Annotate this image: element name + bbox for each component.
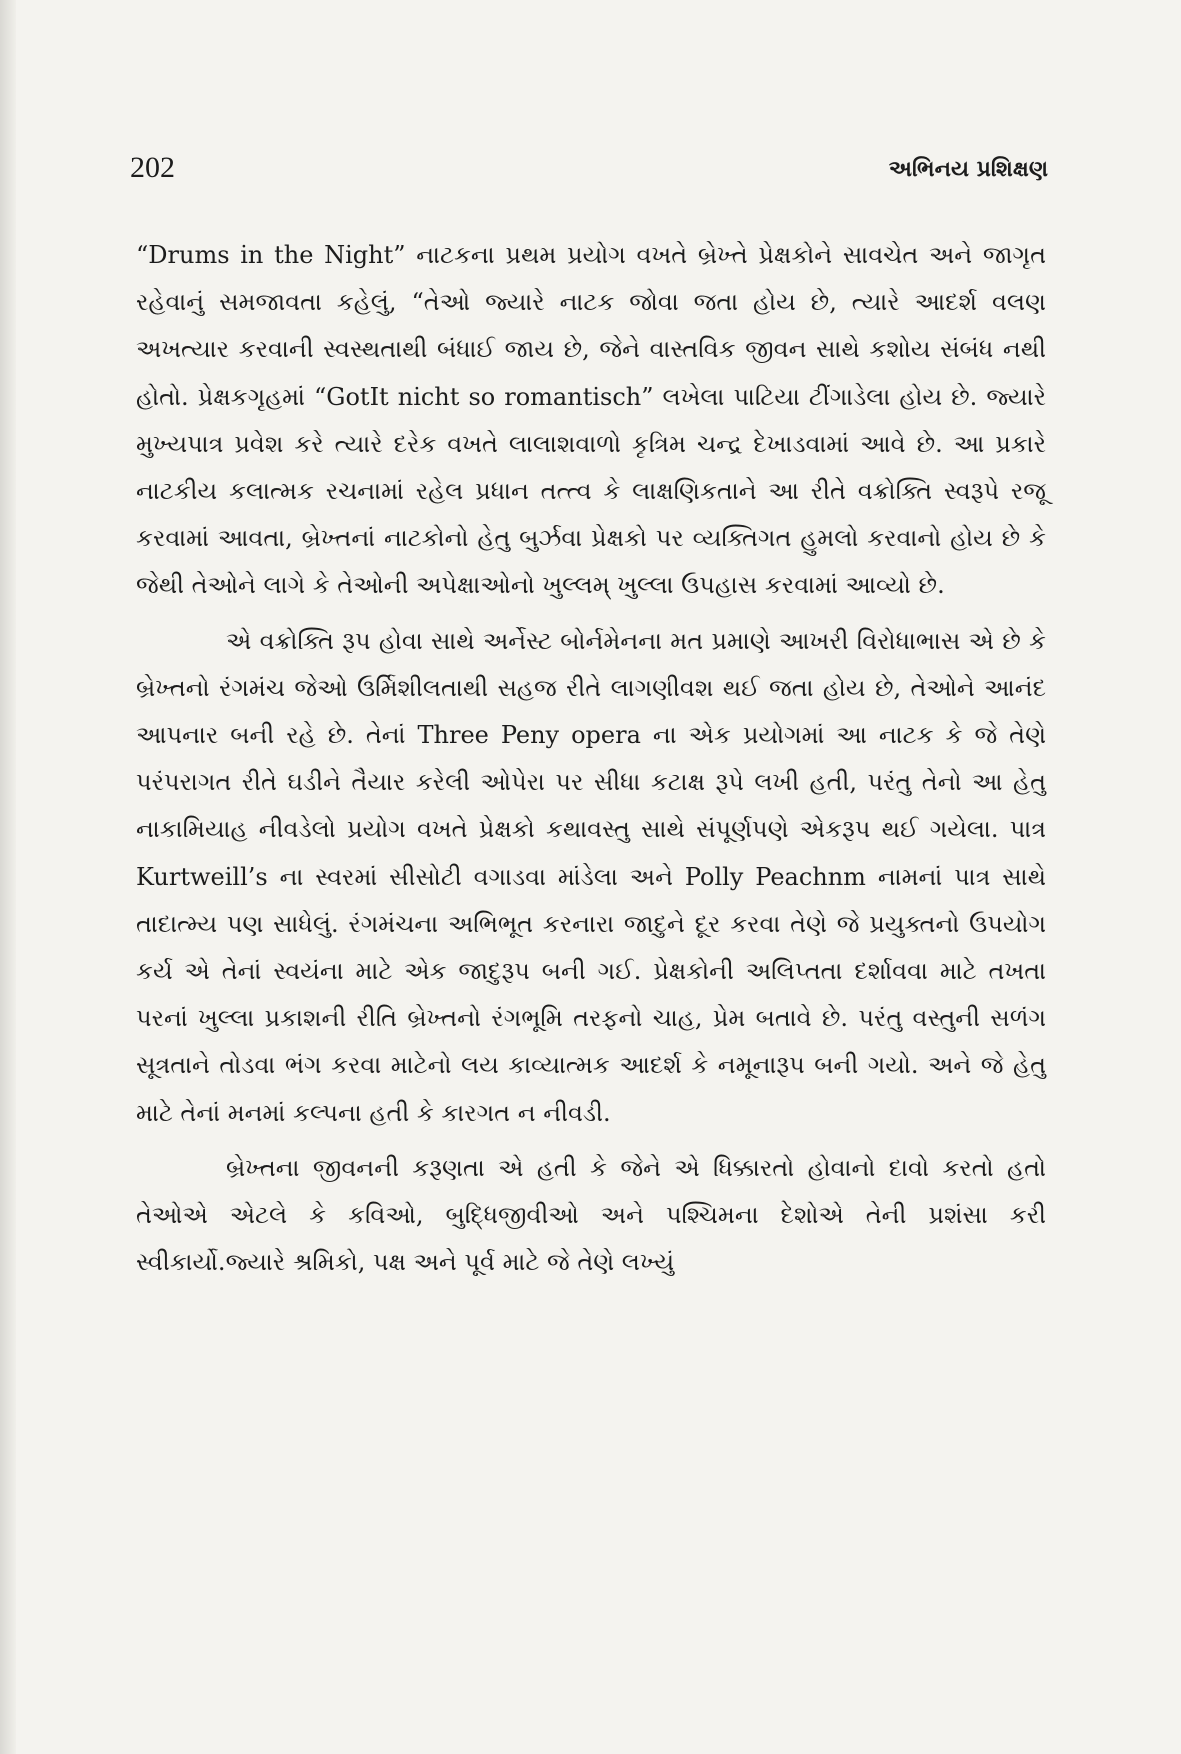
running-head-title: અભિનય પ્રશિક્ષણ [888, 156, 1048, 182]
paragraph-2: એ વક્રોક્તિ રૂપ હોવા સાથે અર્નેસ્ટ બોર્નમેનના મત પ્રમાણે આખરી વિરોધાભાસ એ છે કે બ્રેખ્તનો રંગમંચ જેઓ ઉર્મિશીલતાથી સહજ રીતે લાગણીવશ થઈ જતા હોય છે, તેઓને આનંદ આપનાર બની રહે છે. તેનાં Three Peny opera ના એક પ્રયોગમાં આ નાટક કે જે તેણે પરંપરાગત રીતે ઘડીને તૈયાર કરેલી ઓપેરા પર સીધા કટાક્ષ રૂપે લખી હતી, પરંતુ તેનો આ હેતુ નાકામિયાહ નીવડેલો પ્રયોગ વખતે પ્રેક્ષકો કથાવસ્તુ સાથે સંપૂર્ણપણે એકરૂપ થઈ ગયેલા. પાત્ર Kurtweill’s ના સ્વરમાં સીસોટી વગાડવા માંડેલા અને Polly Peachnm નામનાં પાત્ર સાથે તાદાત્મ્ય પણ સાધેલું. રંગમંચના અભિભૂત કરનારા જાદુને દૂર કરવા તેણે જે પ્રયુક્તનો ઉપયોગ કર્ય એ તેનાં સ્વયંના માટે એક જાદુરૂપ બની ગઈ. પ્રેક્ષકોની અલિપ્તતા દર્શાવવા માટે તખતા પરનાં ખુલ્લા પ્રકાશની રીતિ બ્રેખ્તનો રંગભૂમિ તરફનો ચાહ, પ્રેમ બતાવે છે. પરંતુ વસ્તુની સળંગ સૂત્રતાને તોડવા ભંગ કરવા માટેનો લય કાવ્યાત્મક આદર્શ કે નમૂનારૂપ બની ગયો. અને જે હેતુ માટે તેનાં મનમાં કલ્પના હતી કે કારગત ન નીવડી. [136, 626, 1046, 1127]
paragraph-3: બ્રેખ્તના જીવનની કરૂણતા એ હતી કે જેને એ ધિક્કારતો હોવાનો દાવો કરતો હતો તેઓએ એટલે કે કવિઓ, બુદ્ધિજીવીઓ અને પશ્ચિમના દેશોએ તેની પ્રશંસા કરી સ્વીકાર્યો.જ્યારે શ્રમિકો, પક્ષ અને પૂર્વ માટે જે તેણે લખ્યું [136, 1153, 1046, 1277]
paragraph-1: “Drums in the Night” નાટકના પ્રથમ પ્રયોગ વખતે બ્રેખ્તે પ્રેક્ષકોને સાવચેત અને જાગૃત રહેવાનું સમજાવતા કહેલું, “તેઓ જ્યારે નાટક જોવા જતા હોય છે, ત્યારે આદર્શ વલણ અખત્યાર કરવાની સ્વસ્થતાથી બંધાઈ જાય છે, જેને વાસ્તવિક જીવન સાથે કશોય સંબંધ નથી હોતો. પ્રેક્ષકગૃહમાં “GotIt nicht so romantisch” લખેલા પાટિયા ટીંગાડેલા હોય છે. જ્યારે મુખ્યપાત્ર પ્રવેશ કરે ત્યારે દરેક વખતે લાલાશવાળો કૃત્રિમ ચન્દ્ર દેખાડવામાં આવે છે. આ પ્રકારે નાટકીય કલાત્મક રચનામાં રહેલ પ્રધાન તત્ત્વ કે લાક્ષણિકતાને આ રીતે વક્રોક્તિ સ્વરૂપે રજૂ કરવામાં આવતા, બ્રેખ્તનાં નાટકોનો હેતુ બુર્ઝવા પ્રેક્ષકો પર વ્યક્તિગત હુમલો કરવાનો હોય છે કે જેથી તેઓને લાગે કે તેઓની અપેક્ષાઓનો ખુલ્લમ્ ખુલ્લા ઉપહાસ કરવામાં આવ્યો છે. [136, 241, 1046, 600]
page-number: 202 [130, 151, 175, 184]
page-gutter-edge [0, 0, 16, 1754]
page-header [130, 148, 1048, 188]
body-text [136, 232, 1046, 1286]
